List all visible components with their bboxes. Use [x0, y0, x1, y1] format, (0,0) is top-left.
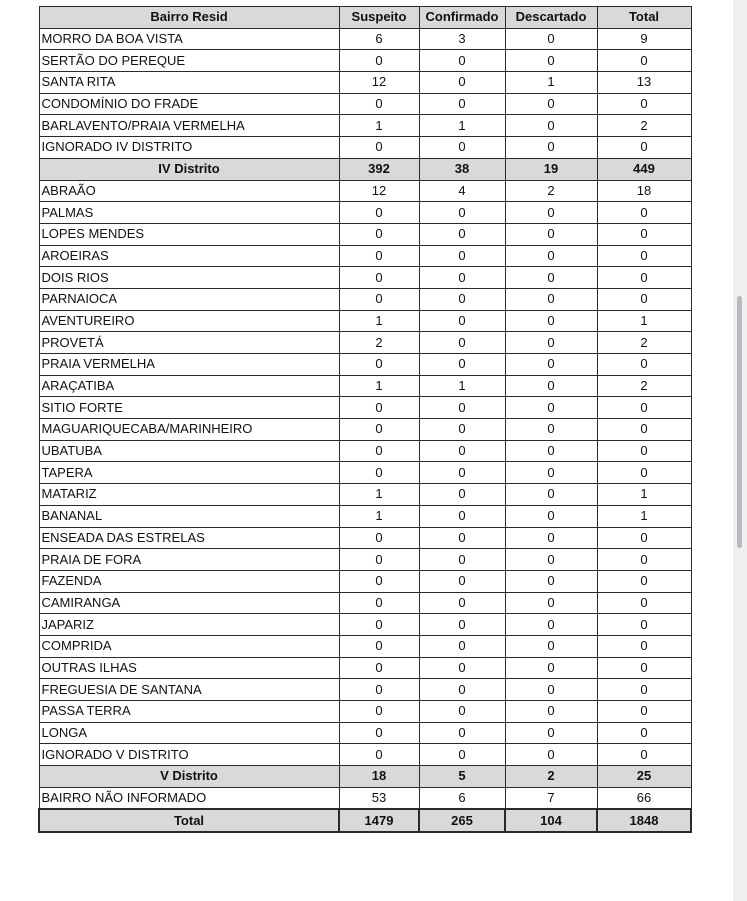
cell-total: 18: [597, 180, 691, 202]
cell-descartado: 0: [505, 614, 597, 636]
cell-total: 0: [597, 701, 691, 723]
table-row: [39, 614, 691, 636]
cell-bairro: SITIO FORTE: [39, 397, 339, 419]
cell-suspeito: 0: [339, 93, 419, 115]
cell-bairro: BANANAL: [39, 505, 339, 527]
cell-bairro: IV Distrito: [39, 158, 339, 180]
cell-suspeito: 0: [339, 267, 419, 289]
cell-bairro: Total: [39, 809, 339, 832]
header-descartado: Descartado: [505, 7, 597, 29]
cell-confirmado: 0: [419, 614, 505, 636]
cell-descartado: 0: [505, 440, 597, 462]
cell-descartado: 0: [505, 484, 597, 506]
table-row: [39, 223, 691, 245]
cell-suspeito: 0: [339, 202, 419, 224]
cell-suspeito: 0: [339, 397, 419, 419]
table-header-row: [39, 7, 691, 29]
cell-suspeito: 0: [339, 744, 419, 766]
cell-total: 0: [597, 419, 691, 441]
table-row: [39, 332, 691, 354]
cell-descartado: 0: [505, 50, 597, 72]
cell-suspeito: 1479: [339, 809, 419, 832]
cell-bairro: BAIRRO NÃO INFORMADO: [39, 787, 339, 809]
cell-descartado: 0: [505, 332, 597, 354]
cell-descartado: 0: [505, 701, 597, 723]
cell-total: 0: [597, 50, 691, 72]
cell-total: 1: [597, 505, 691, 527]
cell-total: 13: [597, 72, 691, 94]
cell-confirmado: 0: [419, 245, 505, 267]
cell-total: 0: [597, 614, 691, 636]
table-row: [39, 419, 691, 441]
cell-suspeito: 2: [339, 332, 419, 354]
cell-confirmado: 0: [419, 267, 505, 289]
cell-suspeito: 1: [339, 115, 419, 137]
cell-suspeito: 0: [339, 462, 419, 484]
cell-suspeito: 0: [339, 50, 419, 72]
cell-suspeito: 0: [339, 722, 419, 744]
cell-confirmado: 0: [419, 288, 505, 310]
header-suspeito: Suspeito: [339, 7, 419, 29]
cell-descartado: 0: [505, 93, 597, 115]
cell-descartado: 0: [505, 527, 597, 549]
cell-suspeito: 0: [339, 592, 419, 614]
table-row: [39, 440, 691, 462]
cell-confirmado: 38: [419, 158, 505, 180]
cell-confirmado: 0: [419, 397, 505, 419]
subtotal-row: [39, 766, 691, 788]
cell-suspeito: 0: [339, 679, 419, 701]
cell-confirmado: 0: [419, 72, 505, 94]
cell-descartado: 1: [505, 72, 597, 94]
cell-descartado: 0: [505, 657, 597, 679]
cell-confirmado: 0: [419, 332, 505, 354]
cell-total: 0: [597, 440, 691, 462]
cell-bairro: LONGA: [39, 722, 339, 744]
cell-suspeito: 12: [339, 72, 419, 94]
cell-confirmado: 0: [419, 484, 505, 506]
cell-suspeito: 0: [339, 570, 419, 592]
cell-total: 9: [597, 28, 691, 50]
cell-total: 0: [597, 570, 691, 592]
cell-confirmado: 0: [419, 93, 505, 115]
cell-suspeito: 0: [339, 549, 419, 571]
cell-bairro: JAPARIZ: [39, 614, 339, 636]
table-row: [39, 570, 691, 592]
cell-total: 66: [597, 787, 691, 809]
table-row: [39, 397, 691, 419]
cell-suspeito: 6: [339, 28, 419, 50]
cell-total: 0: [597, 592, 691, 614]
cell-bairro: DOIS RIOS: [39, 267, 339, 289]
cell-total: 0: [597, 202, 691, 224]
table-row: [39, 592, 691, 614]
cell-total: 2: [597, 375, 691, 397]
cell-bairro: IGNORADO IV DISTRITO: [39, 137, 339, 159]
cell-descartado: 0: [505, 223, 597, 245]
cell-suspeito: 0: [339, 614, 419, 636]
cell-bairro: PROVETÁ: [39, 332, 339, 354]
cases-table: [38, 6, 692, 833]
table-row: [39, 137, 691, 159]
cell-confirmado: 0: [419, 202, 505, 224]
table-row: [39, 93, 691, 115]
cell-suspeito: 0: [339, 223, 419, 245]
cell-suspeito: 0: [339, 527, 419, 549]
header-confirmado: Confirmado: [419, 7, 505, 29]
table-row: [39, 28, 691, 50]
table-row: [39, 722, 691, 744]
cell-descartado: 0: [505, 137, 597, 159]
cell-suspeito: 1: [339, 310, 419, 332]
cell-confirmado: 4: [419, 180, 505, 202]
cell-descartado: 0: [505, 505, 597, 527]
table-row: [39, 310, 691, 332]
cell-bairro: ARAÇATIBA: [39, 375, 339, 397]
cell-bairro: MAGUARIQUECABA/MARINHEIRO: [39, 419, 339, 441]
cell-total: 0: [597, 679, 691, 701]
cell-descartado: 0: [505, 679, 597, 701]
cell-suspeito: 1: [339, 484, 419, 506]
cell-suspeito: 392: [339, 158, 419, 180]
cell-total: 449: [597, 158, 691, 180]
cell-confirmado: 265: [419, 809, 505, 832]
cell-suspeito: 0: [339, 701, 419, 723]
cell-descartado: 0: [505, 245, 597, 267]
cell-bairro: FREGUESIA DE SANTANA: [39, 679, 339, 701]
cell-descartado: 0: [505, 592, 597, 614]
cell-total: 0: [597, 267, 691, 289]
cell-bairro: ENSEADA DAS ESTRELAS: [39, 527, 339, 549]
cell-descartado: 0: [505, 722, 597, 744]
table-row: [39, 635, 691, 657]
table-row: [39, 462, 691, 484]
table-row: [39, 354, 691, 376]
table-row: [39, 657, 691, 679]
cell-bairro: V Distrito: [39, 766, 339, 788]
cell-total: 0: [597, 635, 691, 657]
cell-confirmado: 5: [419, 766, 505, 788]
cell-suspeito: 1: [339, 375, 419, 397]
cell-bairro: MORRO DA BOA VISTA: [39, 28, 339, 50]
cell-descartado: 19: [505, 158, 597, 180]
cell-total: 0: [597, 288, 691, 310]
table-row: [39, 72, 691, 94]
cell-total: 0: [597, 549, 691, 571]
cell-bairro: IGNORADO V DISTRITO: [39, 744, 339, 766]
cell-descartado: 2: [505, 766, 597, 788]
scrollbar-thumb[interactable]: [737, 296, 742, 548]
cell-descartado: 0: [505, 202, 597, 224]
table-row: [39, 787, 691, 809]
cell-bairro: PASSA TERRA: [39, 701, 339, 723]
cell-bairro: OUTRAS ILHAS: [39, 657, 339, 679]
cell-suspeito: 0: [339, 137, 419, 159]
cell-suspeito: 53: [339, 787, 419, 809]
table-row: [39, 180, 691, 202]
cell-total: 0: [597, 245, 691, 267]
table-row: [39, 527, 691, 549]
cell-bairro: AROEIRAS: [39, 245, 339, 267]
cell-bairro: TAPERA: [39, 462, 339, 484]
cell-confirmado: 1: [419, 375, 505, 397]
cell-bairro: MATARIZ: [39, 484, 339, 506]
table-row: [39, 202, 691, 224]
cell-bairro: CONDOMÍNIO DO FRADE: [39, 93, 339, 115]
cell-total: 2: [597, 115, 691, 137]
cell-confirmado: 6: [419, 787, 505, 809]
cell-confirmado: 0: [419, 744, 505, 766]
cell-bairro: AVENTUREIRO: [39, 310, 339, 332]
cell-total: 0: [597, 527, 691, 549]
table-row: [39, 288, 691, 310]
header-total: Total: [597, 7, 691, 29]
table-row: [39, 484, 691, 506]
cell-descartado: 0: [505, 267, 597, 289]
cell-total: 0: [597, 744, 691, 766]
table-body: [39, 28, 691, 832]
cell-confirmado: 0: [419, 657, 505, 679]
table-row: [39, 375, 691, 397]
table-row: [39, 267, 691, 289]
table-row: [39, 744, 691, 766]
header-bairro: Bairro Resid: [39, 7, 339, 29]
table-row: [39, 50, 691, 72]
cell-descartado: 0: [505, 375, 597, 397]
cell-suspeito: 0: [339, 354, 419, 376]
cell-confirmado: 3: [419, 28, 505, 50]
cell-total: 0: [597, 722, 691, 744]
cell-descartado: 0: [505, 570, 597, 592]
cell-total: 1848: [597, 809, 691, 832]
cell-descartado: 0: [505, 462, 597, 484]
cell-descartado: 0: [505, 310, 597, 332]
cell-total: 25: [597, 766, 691, 788]
cell-descartado: 0: [505, 354, 597, 376]
cell-descartado: 0: [505, 744, 597, 766]
cell-suspeito: 12: [339, 180, 419, 202]
cell-confirmado: 0: [419, 50, 505, 72]
cell-confirmado: 0: [419, 679, 505, 701]
cell-total: 0: [597, 462, 691, 484]
cell-suspeito: 0: [339, 635, 419, 657]
cell-confirmado: 0: [419, 310, 505, 332]
table-row: [39, 679, 691, 701]
cell-bairro: SANTA RITA: [39, 72, 339, 94]
cell-descartado: 0: [505, 28, 597, 50]
cell-total: 1: [597, 484, 691, 506]
cell-descartado: 0: [505, 288, 597, 310]
cell-total: 0: [597, 657, 691, 679]
cell-bairro: CAMIRANGA: [39, 592, 339, 614]
cell-confirmado: 0: [419, 223, 505, 245]
cell-bairro: UBATUBA: [39, 440, 339, 462]
cell-confirmado: 0: [419, 701, 505, 723]
cell-bairro: PALMAS: [39, 202, 339, 224]
grand-total-row: [39, 809, 691, 832]
table-row: [39, 701, 691, 723]
table-row: [39, 245, 691, 267]
cell-suspeito: 0: [339, 245, 419, 267]
table-row: [39, 115, 691, 137]
cell-total: 0: [597, 354, 691, 376]
cell-suspeito: 0: [339, 440, 419, 462]
cell-suspeito: 0: [339, 288, 419, 310]
cell-bairro: ABRAÃO: [39, 180, 339, 202]
cell-total: 0: [597, 137, 691, 159]
cell-descartado: 0: [505, 635, 597, 657]
cell-bairro: BARLAVENTO/PRAIA VERMELHA: [39, 115, 339, 137]
cell-descartado: 0: [505, 549, 597, 571]
cell-confirmado: 0: [419, 440, 505, 462]
cell-descartado: 0: [505, 115, 597, 137]
cell-confirmado: 1: [419, 115, 505, 137]
cell-bairro: COMPRIDA: [39, 635, 339, 657]
cell-total: 0: [597, 397, 691, 419]
cell-suspeito: 1: [339, 505, 419, 527]
cell-confirmado: 0: [419, 570, 505, 592]
cell-confirmado: 0: [419, 462, 505, 484]
cell-total: 0: [597, 93, 691, 115]
cell-bairro: PRAIA VERMELHA: [39, 354, 339, 376]
cell-descartado: 0: [505, 397, 597, 419]
cell-total: 0: [597, 223, 691, 245]
cell-descartado: 0: [505, 419, 597, 441]
cell-bairro: PRAIA DE FORA: [39, 549, 339, 571]
cell-suspeito: 0: [339, 657, 419, 679]
cell-confirmado: 0: [419, 549, 505, 571]
cell-total: 2: [597, 332, 691, 354]
cell-bairro: PARNAIOCA: [39, 288, 339, 310]
cell-confirmado: 0: [419, 527, 505, 549]
table-row: [39, 505, 691, 527]
cell-confirmado: 0: [419, 505, 505, 527]
cell-confirmado: 0: [419, 354, 505, 376]
cell-suspeito: 0: [339, 419, 419, 441]
cell-descartado: 104: [505, 809, 597, 832]
cell-confirmado: 0: [419, 419, 505, 441]
cell-confirmado: 0: [419, 722, 505, 744]
cell-descartado: 2: [505, 180, 597, 202]
cell-bairro: SERTÃO DO PEREQUE: [39, 50, 339, 72]
cell-total: 1: [597, 310, 691, 332]
cell-confirmado: 0: [419, 592, 505, 614]
cell-bairro: LOPES MENDES: [39, 223, 339, 245]
cell-descartado: 7: [505, 787, 597, 809]
subtotal-row: [39, 158, 691, 180]
cell-suspeito: 18: [339, 766, 419, 788]
cell-bairro: FAZENDA: [39, 570, 339, 592]
cell-confirmado: 0: [419, 137, 505, 159]
table-row: [39, 549, 691, 571]
cell-confirmado: 0: [419, 635, 505, 657]
